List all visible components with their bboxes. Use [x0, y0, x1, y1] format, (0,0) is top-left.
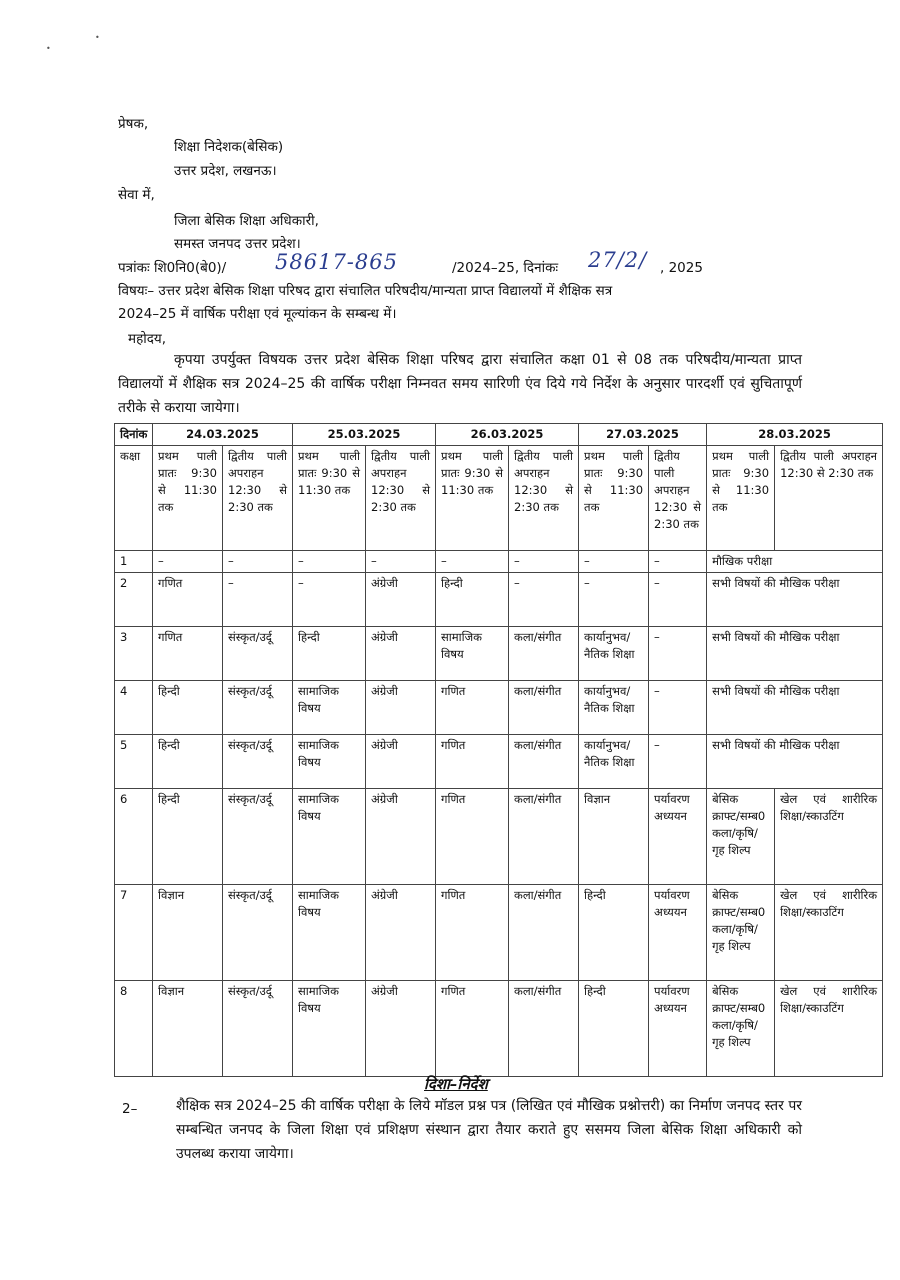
subject-cell: सामाजिक विषय	[293, 981, 366, 1077]
subject-cell: कार्यानुभव/नैतिक शिक्षा	[579, 627, 649, 681]
subject-cell: पर्यावरण अध्ययन	[649, 981, 707, 1077]
scan-speck: •	[46, 44, 51, 53]
recipient-label: सेवा में,	[118, 187, 155, 203]
subject-cell: विज्ञान	[153, 981, 223, 1077]
subject-cell: –	[293, 551, 366, 573]
subject-cell: गणित	[153, 627, 223, 681]
subject-cell: सामाजिक विषय	[293, 885, 366, 981]
sender-line1: शिक्षा निदेशक(बेसिक)	[174, 139, 284, 155]
subject-cell: संस्कृत/उर्दू	[223, 735, 293, 789]
shift-cell: प्रथम पाली प्रातः 9:30 से 11:30 तक	[707, 446, 775, 551]
subject-cell: हिन्दी	[153, 735, 223, 789]
subject-cell: अंग्रेजी	[366, 573, 436, 627]
subject-cell: खेल एवं शारीरिक शिक्षा/स्काउटिंग	[775, 981, 883, 1077]
guideline-number: 2–	[122, 1101, 138, 1117]
subject-cell: बेसिक क्राफ्ट/सम्ब0 कला/कृषि/गृह शिल्प	[707, 981, 775, 1077]
handwritten-date: 27/2/	[588, 248, 648, 272]
subject-cell: गणित	[436, 681, 509, 735]
recipient-line1: जिला बेसिक शिक्षा अधिकारी,	[174, 213, 319, 229]
subject-cell: –	[649, 573, 707, 627]
shift-cell: प्रथम पाली प्रातः 9:30 से 11:30 तक	[436, 446, 509, 551]
shift-cell: द्वितीय पाली अपराहन 12:30 से 2:30 तक	[775, 446, 883, 551]
shift-cell: द्वितीय पाली अपराहन 12:30 से 2:30 तक	[509, 446, 579, 551]
subject-cell: हिन्दी	[153, 681, 223, 735]
subject-cell: –	[153, 551, 223, 573]
subject-cell: सामाजिक विषय	[293, 681, 366, 735]
subject-cell: खेल एवं शारीरिक शिक्षा/स्काउटिंग	[775, 789, 883, 885]
subject-cell: –	[509, 573, 579, 627]
subject-cell: कला/संगीत	[509, 789, 579, 885]
date-header-cell: 25.03.2025	[293, 424, 436, 446]
letter-ref-middle: /2024–25, दिनांकः	[452, 260, 559, 276]
class-number: 3	[115, 627, 153, 681]
subject-cell: हिन्दी	[579, 885, 649, 981]
subject-cell: अंग्रेजी	[366, 885, 436, 981]
subject-cell: पर्यावरण अध्ययन	[649, 789, 707, 885]
class-number: 1	[115, 551, 153, 573]
subject-cell: कला/संगीत	[509, 885, 579, 981]
subject-cell: हिन्दी	[153, 789, 223, 885]
salutation: महोदय,	[128, 331, 167, 347]
subject-cell: –	[223, 573, 293, 627]
oral-exam-cell: सभी विषयों की मौखिक परीक्षा	[707, 681, 883, 735]
subject-cell: गणित	[436, 735, 509, 789]
shift-cell: प्रथम पाली प्रातः 9:30 से 11:30 तक	[293, 446, 366, 551]
subject-cell: पर्यावरण अध्ययन	[649, 885, 707, 981]
class-number: 7	[115, 885, 153, 981]
subject-cell: –	[436, 551, 509, 573]
subject-line1: विषयः– उत्तर प्रदेश बेसिक शिक्षा परिषद द्वारा संचालित परिषदीय/मान्यता प्राप्त विद्यालयों में शैक्षिक सत्र	[118, 283, 613, 299]
subject-cell: –	[509, 551, 579, 573]
oral-exam-cell: सभी विषयों की मौखिक परीक्षा	[707, 627, 883, 681]
subject-cell: कला/संगीत	[509, 981, 579, 1077]
subject-cell: हिन्दी	[436, 573, 509, 627]
subject-cell: कार्यानुभव/नैतिक शिक्षा	[579, 735, 649, 789]
intro-paragraph: कृपया उपर्युक्त विषयक उत्तर प्रदेश बेसिक शिक्षा परिषद द्वारा संचालित कक्षा 01 से 08 तक परिषदीय/मान्यता प्राप्त विद्यालयों में शैक्षिक सत्र 2024–25 की वार्षिक परीक्षा निम्नवत समय सारिणी एंव दिये गये निर्देश के अनुसार पारदर्शी एवं सुचितापूर्ण तरीके से कराया जायेगा।	[118, 352, 802, 416]
letter-ref-prefix: पत्रांकः शि0नि0(बे0)/	[118, 260, 227, 276]
oral-exam-cell: सभी विषयों की मौखिक परीक्षा	[707, 735, 883, 789]
subject-cell: अंग्रेजी	[366, 681, 436, 735]
subject-cell: खेल एवं शारीरिक शिक्षा/स्काउटिंग	[775, 885, 883, 981]
class-number: 5	[115, 735, 153, 789]
subject-cell: हिन्दी	[293, 627, 366, 681]
subject-cell: –	[293, 573, 366, 627]
subject-cell: कार्यानुभव/नैतिक शिक्षा	[579, 681, 649, 735]
subject-cell: संस्कृत/उर्दू	[223, 789, 293, 885]
date-header-cell: 24.03.2025	[153, 424, 293, 446]
handwritten-letter-number: 58617-865	[275, 250, 398, 274]
subject-cell: –	[649, 735, 707, 789]
sender-label: प्रेषक,	[118, 116, 149, 132]
class-number: 2	[115, 573, 153, 627]
subject-cell: –	[649, 551, 707, 573]
oral-exam-cell: सभी विषयों की मौखिक परीक्षा	[707, 573, 883, 627]
letter-ref-year: , 2025	[660, 260, 703, 276]
subject-cell: अंग्रेजी	[366, 735, 436, 789]
subject-cell: –	[579, 551, 649, 573]
date-header: दिनांक	[115, 424, 153, 446]
subject-cell: विज्ञान	[579, 789, 649, 885]
subject-cell: संस्कृत/उर्दू	[223, 681, 293, 735]
subject-cell: गणित	[436, 981, 509, 1077]
date-header-cell: 26.03.2025	[436, 424, 579, 446]
subject-cell: गणित	[436, 885, 509, 981]
subject-cell: अंग्रेजी	[366, 627, 436, 681]
subject-cell: गणित	[153, 573, 223, 627]
guidelines-heading: दिशा–निर्देश	[424, 1075, 488, 1093]
subject-cell: हिन्दी	[579, 981, 649, 1077]
sender-line2: उत्तर प्रदेश, लखनऊ।	[174, 163, 277, 179]
subject-cell: कला/संगीत	[509, 735, 579, 789]
subject-cell: बेसिक क्राफ्ट/सम्ब0 कला/कृषि/गृह शिल्प	[707, 789, 775, 885]
recipient-line2: समस्त जनपद उत्तर प्रदेश।	[174, 236, 301, 252]
subject-cell: संस्कृत/उर्दू	[223, 627, 293, 681]
subject-cell: –	[579, 573, 649, 627]
oral-exam-cell: मौखिक परीक्षा	[707, 551, 883, 573]
subject-cell: बेसिक क्राफ्ट/सम्ब0 कला/कृषि/गृह शिल्प	[707, 885, 775, 981]
subject-cell: –	[649, 681, 707, 735]
shift-cell: द्वितीय पाली अपराहन 12:30 से 2:30 तक	[649, 446, 707, 551]
subject-cell: विज्ञान	[153, 885, 223, 981]
class-number: 6	[115, 789, 153, 885]
subject-cell: कला/संगीत	[509, 681, 579, 735]
guideline-text: शैक्षिक सत्र 2024–25 की वार्षिक परीक्षा के लिये मॉडल प्रश्न पत्र (लिखित एवं मौखिक प्रश्नोत्तरी) का निर्माण जनपद स्तर पर सम्बन्धित जनपद के जिला शिक्षा एवं प्रशिक्षण संस्थान द्वारा तैयार कराते हुए ससमय जिला बेसिक शिक्षा अधिकारी को उपलब्ध कराया जायेगा।	[176, 1098, 802, 1162]
subject-cell: सामाजिक विषय	[436, 627, 509, 681]
subject-cell: संस्कृत/उर्दू	[223, 981, 293, 1077]
subject-cell: अंग्रेजी	[366, 981, 436, 1077]
exam-schedule-table	[114, 423, 883, 1077]
subject-cell: संस्कृत/उर्दू	[223, 885, 293, 981]
class-header: कक्षा	[115, 446, 153, 551]
scan-speck: •	[95, 33, 100, 42]
subject-line2: 2024–25 में वार्षिक परीक्षा एवं मूल्यांकन के सम्बन्ध में।	[118, 306, 397, 322]
subject-cell: –	[366, 551, 436, 573]
class-number: 4	[115, 681, 153, 735]
subject-cell: सामाजिक विषय	[293, 735, 366, 789]
subject-cell: –	[223, 551, 293, 573]
class-number: 8	[115, 981, 153, 1077]
subject-cell: गणित	[436, 789, 509, 885]
shift-cell: द्वितीय पाली अपराहन 12:30 से 2:30 तक	[223, 446, 293, 551]
subject-cell: –	[649, 627, 707, 681]
shift-cell: प्रथम पाली प्रातः 9:30 से 11:30 तक	[579, 446, 649, 551]
subject-cell: कला/संगीत	[509, 627, 579, 681]
shift-cell: प्रथम पाली प्रातः 9:30 से 11:30 तक	[153, 446, 223, 551]
shift-cell: द्वितीय पाली अपराहन 12:30 से 2:30 तक	[366, 446, 436, 551]
subject-cell: सामाजिक विषय	[293, 789, 366, 885]
subject-cell: अंग्रेजी	[366, 789, 436, 885]
date-header-cell: 27.03.2025	[579, 424, 707, 446]
date-header-cell: 28.03.2025	[707, 424, 883, 446]
